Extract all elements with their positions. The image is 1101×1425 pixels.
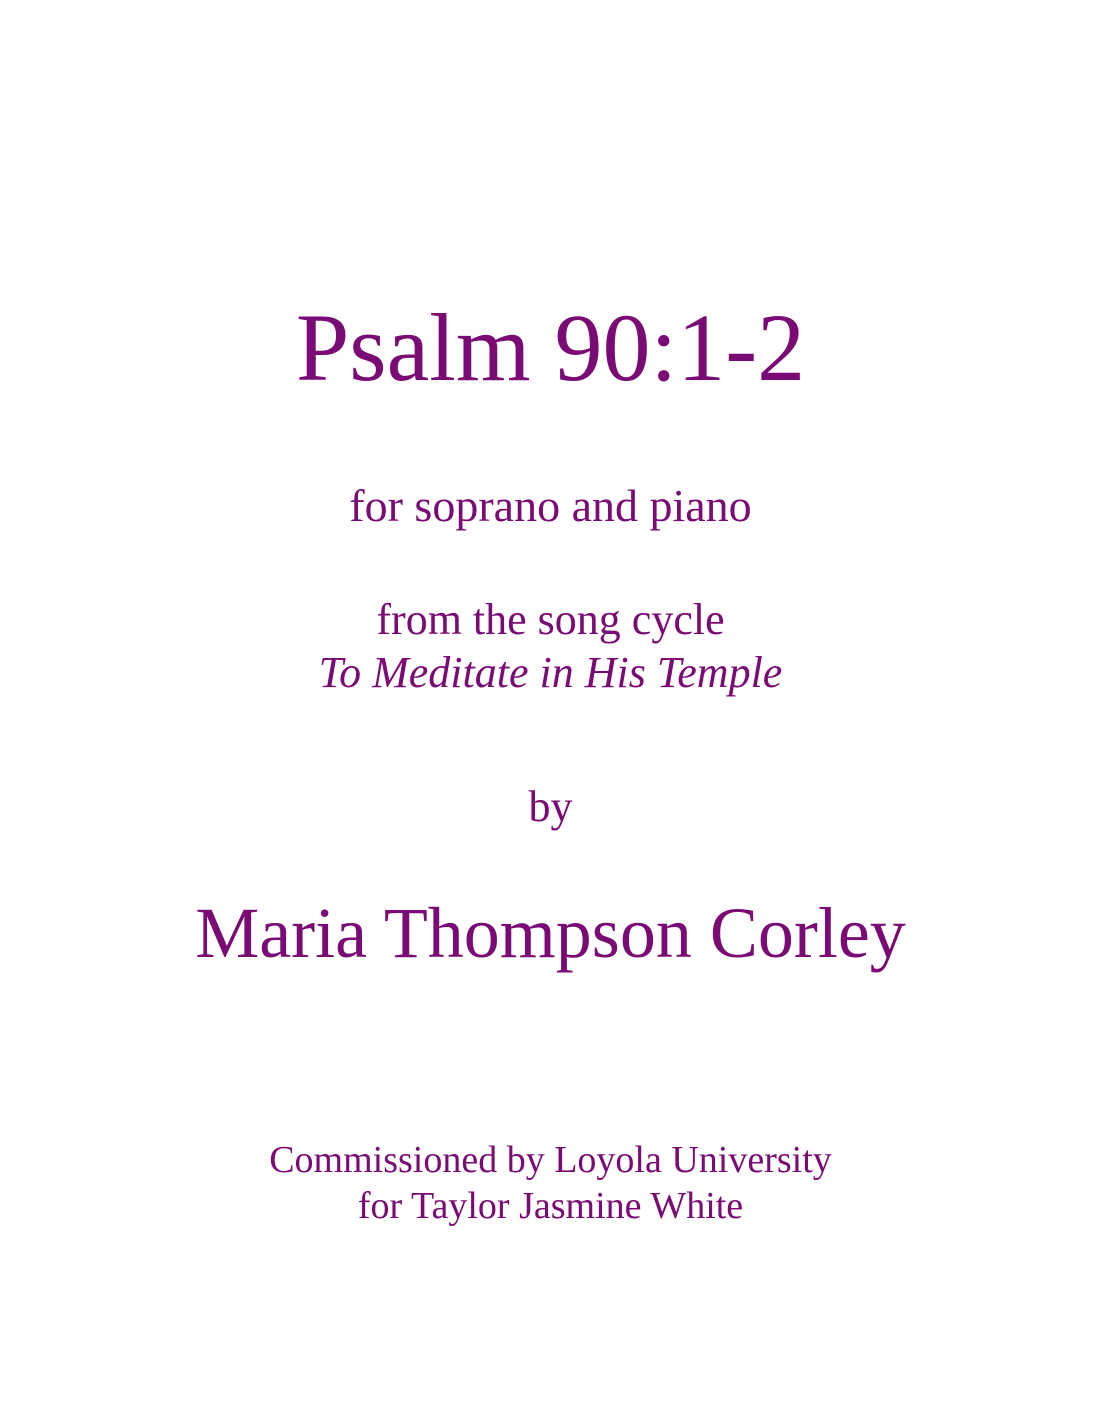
composer-name: Maria Thompson Corley bbox=[195, 893, 906, 973]
song-cycle-intro: from the song cycle bbox=[376, 595, 725, 644]
commission-note: Commissioned by Loyola University bbox=[269, 1139, 832, 1181]
by-label: by bbox=[528, 782, 573, 831]
song-cycle-title: To Meditate in His Temple bbox=[318, 648, 783, 697]
piece-title: Psalm 90:1-2 bbox=[295, 294, 806, 401]
instrumentation: for soprano and piano bbox=[349, 480, 752, 531]
dedication-note: for Taylor Jasmine White bbox=[357, 1185, 744, 1227]
